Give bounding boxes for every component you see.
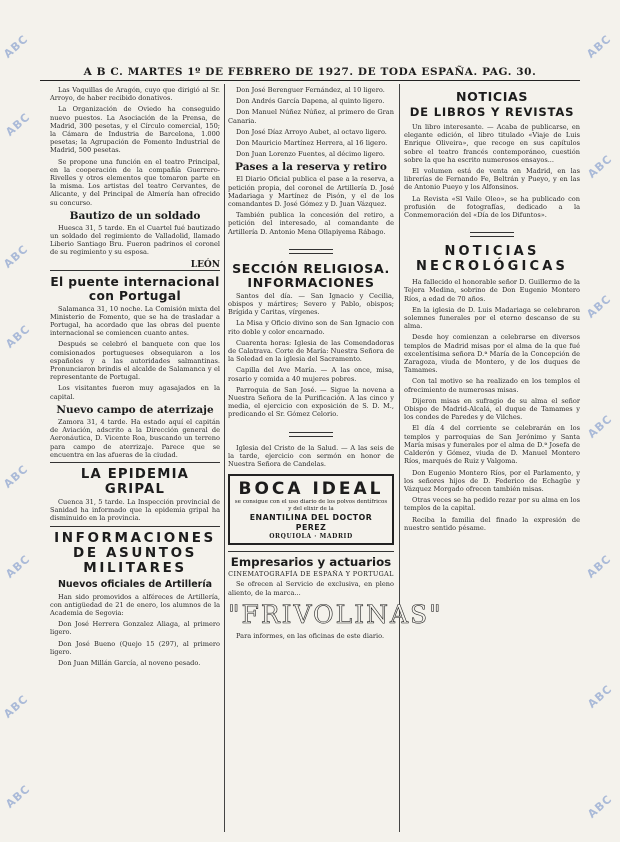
watermark-logo: ABC [1,462,31,491]
divider [50,526,220,527]
article-text: Otras veces se ha pedido rezar por su alma en los templos de la capital. [404,496,580,513]
headline-puente: El puente internacional con Portugal [50,274,220,303]
watermark-logo: ABC [585,412,615,441]
advertisement-boca-ideal [228,474,394,545]
column-1 [50,86,220,834]
article-text: En la iglesia de D. Luis Madariaga se celebraron solemnes funerales por el eterno descanso de su alma. [404,305,580,331]
watermark-logo: ABC [584,552,614,581]
article-text: Los visitantes fueron muy agasajados en la capital. [50,384,220,401]
ad-brand: ENANTILINA DEL DOCTOR PEREZ [249,513,373,533]
headline-epidemia: LA EPIDEMIA GRIPAL [80,466,190,497]
article-text: Don José Herrera Gonzalez Aliaga, al primero ligero. [50,620,220,637]
article-text: También publica la concesión del retiro, a petición del interesado, al comandante de Artillería D. Antonio Mena Ollapiyema Rábago. [228,211,394,236]
ornament-divider [228,239,394,258]
watermark-logo: ABC [585,682,615,711]
ad-title: BOCA IDEAL [238,479,384,500]
headline-necrologicas: NECROLÓGICAS [415,259,569,275]
article-text: Con tal motivo se ha realizado en los templos el ofrecimiento de numerosas misas. [404,377,580,394]
article-text: Ha fallecido el honorable señor D. Guillermo de la Tejera Medina, sobrino de Don Eugenio Montero Ríos, a edad de 70 años. [404,278,580,303]
article-text: Salamanca 31, 10 noche. La Comisión mixta del Ministerio de Fomento, que se ha de trasladar a Portugal, ha acordado que las obras del puente internacional se comiencen cuanto antes. [50,304,220,338]
article-text: Iglesia del Cristo de la Salud. — A las seis de la tarde, ejercicio con sermón en honor de Nuestra Señora de Candelas. [228,443,394,469]
divider [50,462,220,463]
article-text: Desde hoy comienzan a celebrarse en diversos templos de Madrid misas por el alma de la que fué excelentísima señora D.ª María de la Concepción de Zaragoza, viuda de Montero, y de los duques de Tamames. [404,333,580,375]
article-text: La Organización de Oviedo ha conseguido nuevo puestos. La Asociación de la Prensa, de Madrid, 300 pesetas, y el Círculo comercial, 150; la Cámara de Industria de Barcelona, 1.000 pesetas; la Agrupación de Fomento Industrial de Madrid, 500 pesetas. [50,105,220,155]
article-text: Han sido promovidos a alféreces de Artillería, con antigüedad de 21 de enero, los alumnos de la Academia de Segovia: [50,592,220,617]
article-text: Las Vaquillas de Aragón, cuyo que dirigió al Sr. Arroyo, de haber recibido donativos. [50,86,220,103]
article-text: Don José Díaz Arroyo Aubet, al octavo ligero. [236,127,387,136]
article-text: Don José Berenguer Fernández, al 10 ligero. [236,86,385,94]
article-text: Zamora 31, 4 tarde. Ha estado aquí el capitán de Aviación, adscrito a la Dirección general de Aeronáutica, D. Vicente Roa, buscando un terreno para campo de aterrizaje. Parece que se encuentra en las afueras de la ciudad. [50,417,220,459]
watermark-logo: ABC [584,292,614,321]
watermark-logo: ABC [1,692,31,721]
article-text: Un libro interesante. — Acaba de publicarse, en elegante edición, el libro titulado «Viaje de Luis Enrique Oliveira», que recoge en sus capítulos sobre el teatro francés contemporáneo, cuestión sobre la que ha escrito numerosos ensayos... [404,123,580,164]
page-header: A B C. MARTES 1º DE FEBRERO DE 1927. DE TODA ESPAÑA. PAG. 30. [40,66,580,81]
headline-bautizo: Bautizo de un soldado [69,209,201,222]
subheadline-cinematografia: CINEMATOGRAFÍA DE ESPAÑA Y PORTUGAL [228,570,394,579]
watermark-logo: ABC [3,322,33,351]
article-text: Don Eugenio Montero Ríos, por el Parlamento, y los señores hijos de D. Federico de Echagüe y Vázquez Morgado ofrecen también misas. [404,468,580,493]
article-text: Cuarenta horas: Iglesia de las Comendadoras de Calatrava. Corte de María: Nuestra Señora de la Soledad en la iglesia del Sacramento. [228,338,394,364]
article-text: Don Andrés García Dapena, al quinto ligero. [236,97,385,106]
headline-nuevos-oficiales: Nuevos oficiales de Artillería [57,578,213,590]
column-3 [404,86,580,834]
article-text: Se ofrecen al Servicio de exclusiva, en pleno aliento, de la marca... [228,580,394,597]
ornament-divider [404,222,580,241]
watermark-logo: ABC [3,782,33,811]
article-text: Huesca 31, 5 tarde. En el Cuartel fué bautizado un soldado del regimiento de Valladolid, llamado Liberio Santiago Bru. Fueron padrinos el coronel de su regimiento y su esposa. [50,223,220,257]
article-text: Don Mauricio Martínez Herrera, al 16 ligero. [236,139,388,148]
ad-city: ORQUIOLA · MADRID [269,533,353,541]
column-2 [228,86,443,834]
article-text: El día 4 del corriente se celebrarán en los templos y parroquias de San Jerónimo y Santa María misas y funerales por el alma de D.ª Josefa de Calderón y Gómez, viuda de D. Manuel Montero Ríos, marqués de Ruiz y Valgoma. [404,424,580,466]
article-text: Don José Bueno (Quejo 15 (297), al primero ligero. [50,639,220,656]
headline-seccion-religiosa: SECCIÓN RELIGIOSA. INFORMACIONES [232,260,390,290]
headline-campo: Nuevo campo de aterrizaje [56,403,214,416]
article-text: Santos del día. — San Ignacio y Cecilia, obispos y mártires; Severo y Pablo, obispos; Brígida y Caritas, vírgenes. [228,291,394,317]
headline-pases: Pases a la reserva y retiro [235,161,387,174]
watermark-logo: ABC [584,32,614,61]
watermark-logo: ABC [3,552,33,581]
article-text: El volumen está de venta en Madrid, en las librerías de Fernando Fe, Beltrán y Pueyo, y en las de Antonio Pueyo y los Alfonsinos. [404,167,580,192]
article-text: Cuenca 31, 5 tarde. La Inspección provincial de Sanidad ha informado que la epidemia gripal ha disminuido en la provincia. [50,497,220,523]
watermark-logo: ABC [585,152,615,181]
article-text: La Misa y Oficio divino son de San Ignacio con rito doble y color encarnado. [228,319,394,336]
article-text: El Diario Oficial publica el pase a la reserva, a petición propia, del coronel de Artillería D. José Madariaga y Martínez de Pisón, y el de los comandantes D. José Gómez y D. Juan Vázquez. [228,175,394,209]
ornament-divider [228,422,394,441]
article-text: Parroquia de San José. — Sigue la novena a Nuestra Señora de la Purificación. A las cinco y media, el ejercicio con exposición de S. D. M., predicando el Sr. Gómez Celorio. [228,385,394,419]
watermark-logo: ABC [1,32,31,61]
article-text: Para informes, en las oficinas de este diario. [236,631,385,640]
headline-informaciones: INFORMACIONES DE ASUNTOS MILITARES [54,529,216,576]
article-text: Don Juan Lorenzo Fuentes, al décimo ligero. [236,150,385,159]
article-text: Dijeron misas en sufragio de su alma el señor Obispo de Madrid-Alcalá, el duque de Tamames y los condes de Paredes y de Vilches. [404,396,580,422]
headline-frivolinas: "FRIVOLINAS" [228,599,443,629]
article-text: Después se celebró el banquete con que los comisionados portugueses obsequiaron a los españoles y a las autoridades salmantinas. Pronunciaron brindis el alcalde de Salamanca y el representante de Portugal. [50,340,220,382]
section-label-leon: LEÓN [50,260,220,271]
watermark-logo: ABC [1,242,31,271]
headline-noticias-2: NOTICIAS [444,244,540,260]
watermark-logo: ABC [3,110,33,139]
headline-noticias: NOTICIAS [455,89,529,104]
article-text: Capilla del Ave María. — A las once, misa, rosario y comida a 40 mujeres pobres. [228,366,394,383]
watermark-logo: ABC [585,792,615,821]
article-text: Don Juan Millán García, al noveno pesado. [58,658,201,667]
article-text: Se propone una función en el teatro Principal, en la cooperación de la compañía Guerrero-Rivelles y otros elementos que tomaron parte en la misma. Los artistas del teatro Cervantes, de Alicante, y del Principal de Almería han ofrecido su concurso. [50,157,220,207]
article-text: Reciba la familia del finado la expresión de nuestro sentido pésame. [404,515,580,532]
column-rule [399,84,400,832]
headline-libros-revistas: DE LIBROS Y REVISTAS [409,105,575,119]
headline-empresarios: Empresarios y actuarios [228,551,394,569]
article-text: La Revista «Sl Vaile Oleo», se ha publicado con profusión de fotografías, dedicado a la Conmemoración del «Día de los Difuntos». [404,194,580,220]
column-rule [224,84,225,832]
article-text: Don Manuel Núñez Núñez, al primero de Gran Canaria. [228,108,394,125]
ad-line: se consigue con el uso diario de los polvos dentífricos y del elixir de la [234,499,388,513]
